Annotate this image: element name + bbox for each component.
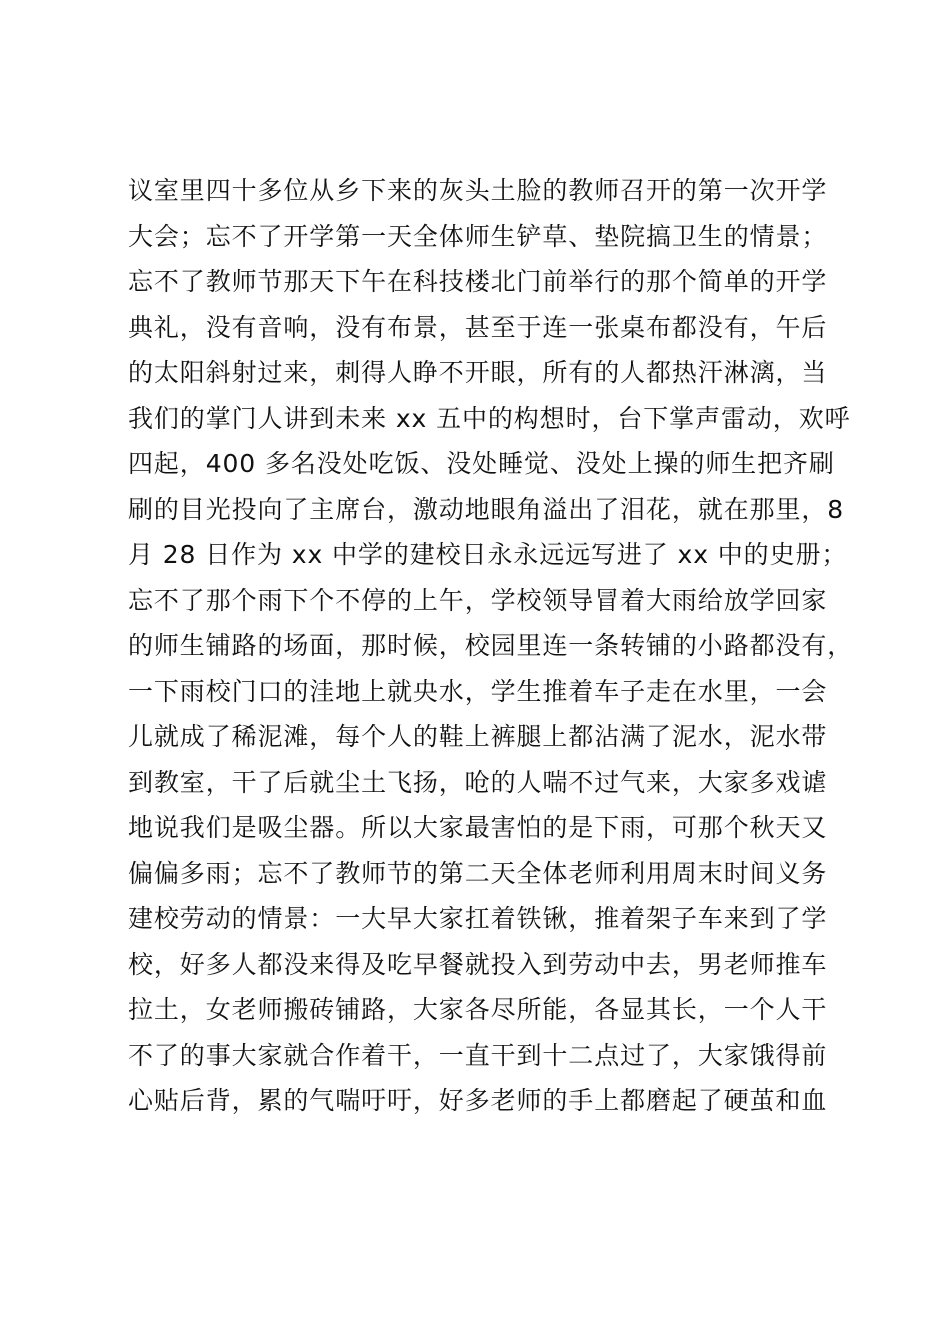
text-line-7: 四起，400 多名没处吃饭、没处睡觉、没处上操的师生把齐刷 [128,449,835,478]
text-line-2: 大会；忘不了开学第一天全体师生铲草、垫院搞卫生的情景； [128,221,828,251]
text-line-5: 的太阳斜射过来，刺得人睁不开眼，所有的人都热汗淋漓，当 [128,358,828,387]
text-line-1: 议室里四十多位从乡下来的灰头土脸的教师召开的第一次开学 [128,176,828,205]
body-text [128,168,854,1124]
text-line-18: 校，好多人都没来得及吃早餐就投入到劳动中去，男老师推车 [128,949,828,979]
text-line-20: 不了的事大家就合作着干，一直干到十二点过了，大家饿得前 [128,1040,828,1070]
text-line-9: 月 28 日作为 xx 中学的建校日永永远远写进了 xx 中的史册； [128,540,848,569]
text-line-6: 我们的掌门人讲到未来 xx 五中的构想时，台下掌声雷动，欢呼 [128,403,851,433]
text-line-15: 地说我们是吸尘器。所以大家最害怕的是下雨，可那个秋天又 [128,813,828,842]
text-line-10: 忘不了那个雨下个不停的上午，学校领导冒着大雨给放学回家 [128,585,828,615]
text-line-17: 建校劳动的情景：一大早大家扛着铁锹，推着架子车来到了学 [128,904,828,933]
text-line-3: 忘不了教师节那天下午在科技楼北门前举行的那个简单的开学 [128,267,828,296]
text-line-14: 到教室，干了后就尘土飞扬，呛的人喘不过气来，大家多戏谑 [128,767,828,797]
text-line-13: 儿就成了稀泥滩，每个人的鞋上裤腿上都沾满了泥水，泥水带 [128,722,828,751]
text-line-4: 典礼，没有音响，没有布景，甚至于连一张桌布都没有，午后 [128,312,828,342]
text-line-16: 偏偏多雨；忘不了教师节的第二天全体老师利用周末时间义务 [128,858,828,888]
text-line-8: 刷的目光投向了主席台，激动地眼角溢出了泪花，就在那里，8 [128,494,845,524]
text-line-11: 的师生铺路的场面，那时候，校园里连一条转铺的小路都没有， [128,631,854,660]
text-line-12: 一下雨校门口的洼地上就央水，学生推着车子走在水里，一会 [128,676,828,706]
text-line-21: 心贴后背，累的气喘吁吁，好多老师的手上都磨起了硬茧和血 [128,1086,828,1115]
text-line-19: 拉土，女老师搬砖铺路，大家各尽所能，各显其长，一个人干 [128,995,828,1024]
